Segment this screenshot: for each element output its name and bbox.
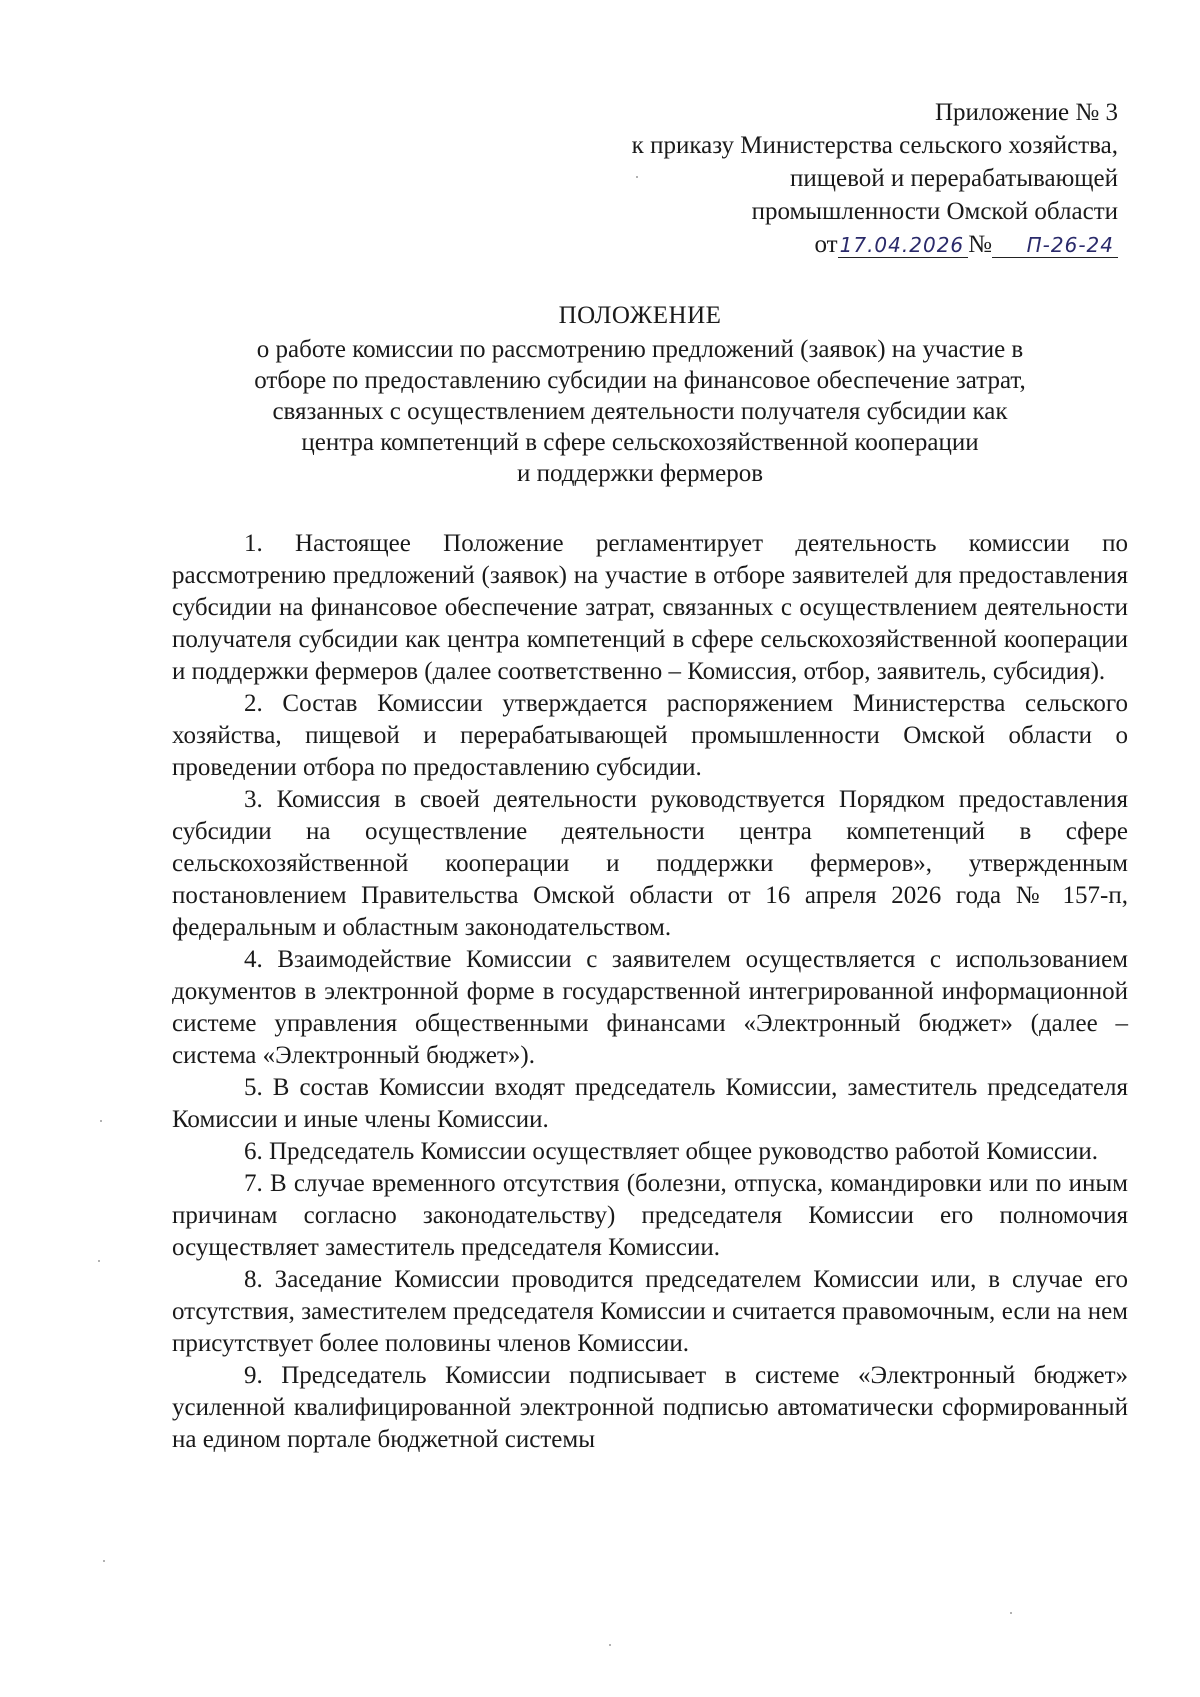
document-body bbox=[172, 528, 1128, 1456]
scan-speck bbox=[98, 1260, 100, 1262]
scan-speck bbox=[1010, 1612, 1012, 1614]
appendix-number: Приложение № 3 bbox=[934, 99, 1118, 126]
scan-speck bbox=[609, 1644, 611, 1646]
paragraph-3: 3. Комиссия в своей деятельности руководствуется Порядком предоставления субсидии на осуществление деятельности центра компетенций в сфере сельскохозяйственной кооперации и поддержки фермеров», утвержденным постановлением Правительства Омской области от 16 апреля 2026 года № 157-п, федеральным и областным законодательством. bbox=[172, 786, 1128, 941]
paragraph-4: 4. Взаимодействие Комиссии с заявителем осуществляется с использованием документов в электронной форме в государственной интегрированной информационной системе управления общественными финансами «Электронный бюджет» (далее – система «Электронный бюджет»). bbox=[172, 946, 1128, 1069]
appendix-order-line: к приказу Министерства сельского хозяйства, bbox=[631, 132, 1118, 159]
subtitle-line: отборе по предоставлению субсидии на финансовое обеспечение затрат, bbox=[254, 367, 1026, 394]
scan-speck bbox=[103, 1560, 105, 1562]
document-title-block bbox=[140, 300, 1140, 489]
order-date-number bbox=[815, 228, 1118, 261]
subtitle-line: связанных с осуществлением деятельности получателя субсидии как bbox=[272, 398, 1008, 425]
scan-speck bbox=[636, 176, 638, 178]
paragraph-5: 5. В состав Комиссии входят председатель Комиссии, заместитель председателя Комиссии и иные члены Комиссии. bbox=[172, 1074, 1128, 1133]
handwritten-number: П-26-24 bbox=[992, 233, 1118, 258]
appendix-header bbox=[632, 96, 1118, 261]
subtitle-line: и поддержки фермеров bbox=[516, 460, 763, 487]
appendix-ministry-line: пищевой и перерабатывающей bbox=[789, 165, 1118, 192]
subtitle-line: о работе комиссии по рассмотрению предложений (заявок) на участие в bbox=[256, 336, 1024, 363]
scan-speck bbox=[100, 1120, 102, 1122]
subtitle-line: центра компетенций в сфере сельскохозяйственной кооперации bbox=[301, 429, 979, 456]
number-label: № bbox=[968, 231, 992, 258]
paragraph-6: 6. Председатель Комиссии осуществляет общее руководство работой Комиссии. bbox=[244, 1138, 1099, 1165]
handwritten-date: 17.04.2026 bbox=[838, 233, 969, 258]
from-label: от bbox=[814, 231, 838, 258]
appendix-region-line: промышленности Омской области bbox=[751, 198, 1118, 225]
paragraph-2: 2. Состав Комиссии утверждается распоряжением Министерства сельского хозяйства, пищевой и перерабатывающей промышленности Омской области о проведении отбора по предоставлению субсидии. bbox=[172, 690, 1128, 781]
paragraph-1: 1. Настоящее Положение регламентирует деятельность комиссии по рассмотрению предложений (заявок) на участие в отборе заявителей для предоставления субсидии на финансовое обеспечение затрат, связанных с осуществлением деятельности получателя субсидии как центра компетенций в сфере сельскохозяйственной кооперации и поддержки фермеров (далее соответственно – Комиссия, отбор, заявитель, субсидия). bbox=[172, 530, 1128, 685]
document-title: ПОЛОЖЕНИЕ bbox=[558, 302, 722, 329]
paragraph-9: 9. Председатель Комиссии подписывает в системе «Электронный бюджет» усиленной квалифицированной электронной подписью автоматически сформированный на едином портале бюджетной системы bbox=[172, 1362, 1128, 1453]
paragraph-8: 8. Заседание Комиссии проводится председателем Комиссии или, в случае его отсутствия, заместителем председателя Комиссии и считается правомочным, если на нем присутствует более половины членов Комиссии. bbox=[172, 1266, 1128, 1357]
paragraph-7: 7. В случае временного отсутствия (болезни, отпуска, командировки или по иным причинам согласно законодательству) председателя Комиссии его полномочия осуществляет заместитель председателя Комиссии. bbox=[172, 1170, 1128, 1261]
